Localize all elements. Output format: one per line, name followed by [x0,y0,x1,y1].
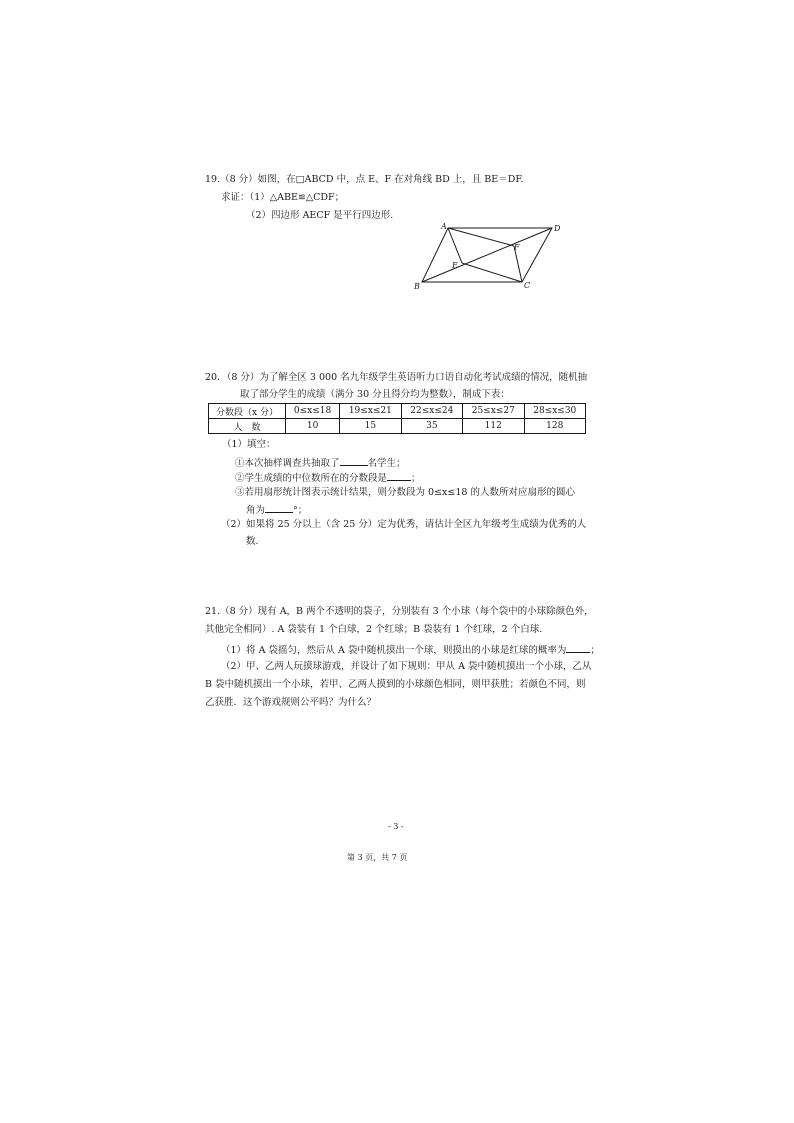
q21-line2: 其他完全相同）. A 袋装有 1 个白球，2 个红球；B 袋装有 1 个红球，2 个白球. [205,624,543,635]
segment-af [448,228,514,246]
q20-item3-line1: ③若用扇形统计图表示统计结果，则分数段为 0≤x≤18 的人数所对应扇形的圆心 [235,487,575,498]
label-e: E [452,261,458,270]
q20-fill-title: （1）填空： [222,439,276,450]
table-cell: 35 [401,419,462,434]
table-header-cell: 0≤x≤18 [286,404,340,419]
q21-part2-line1: （2）甲、乙两人玩摸球游戏，并设计了如下规则：甲从 A 袋中随机摸出一个小球，乙从 [221,661,592,672]
diagonal-bd [422,228,552,282]
table-cell: 人 数 [209,419,286,434]
q20-item1-pre: ①本次抽样调查共抽取了 [235,458,340,469]
table-cell: 10 [286,419,340,434]
score-table [208,403,586,434]
table-header-row [209,404,586,419]
table-cell: 112 [463,419,524,434]
table-header-cell: 22≤x≤24 [401,404,462,419]
answer-blank-1[interactable] [340,455,368,466]
q20-part2-line2: 数. [246,536,259,547]
q20-item3-line2 [246,502,307,517]
q21-part2-line3: 乙获胜．这个游戏规则公平吗？为什么？ [205,697,377,708]
label-c: C [524,281,531,290]
q20-item1-post: 名学生； [367,458,406,469]
q21-part2-line2: B 袋中随机摸出一个小球，若甲、乙两人摸到的小球颜色相同，则甲获胜；若颜色不同，则 [205,679,586,690]
label-b: B [414,282,420,291]
q21-part1-pre: （1）将 A 袋摇匀，然后从 A 袋中随机摸出一个球，则摸出的小球是红球的概率为 [221,645,567,656]
q20-item1 [235,455,406,470]
q19-stem: 19.（8 分）如图，在□ABCD 中，点 E、F 在对角线 BD 上，且 BE＝DF. [205,174,524,185]
q20-item2-pre: ②学生成绩的中位数所在的分数段是 [235,473,388,484]
table-row [209,419,586,434]
answer-blank-3[interactable] [265,502,293,513]
q21-part1-post: ； [590,645,600,656]
table-cell: 15 [340,419,401,434]
q20-item3-post: °； [293,505,308,516]
q19-proof-2: （2）四边形 AECF 是平行四边形. [246,210,394,221]
page-of-total: 第 3 页，共 7 页 [347,853,408,862]
table-header-cell: 25≤x≤27 [463,404,524,419]
q20-item2 [235,470,421,485]
table-header-cell: 分数段（x 分） [209,404,286,419]
segment-ae [448,228,462,263]
table-cell: 128 [524,419,586,434]
q19-proof-1: 求证：（1）△ABE≌△CDF； [221,192,345,203]
label-a: A [441,222,447,231]
q21-line1: 21.（8 分）现有 A，B 两个不透明的袋子，分别装有 3 个小球（每个袋中的小球除颜色外， [205,606,594,617]
table-header-cell: 28≤x≤30 [524,404,586,419]
figure-lines [422,228,552,282]
q20-part2-line1: （2）如果将 25 分以上（含 25 分）定为优秀，请估计全区九年级考生成绩为优秀的人 [221,519,587,530]
label-d: D [554,224,561,233]
q20-item2-post: ； [411,473,421,484]
segment-ec [462,263,522,282]
q20-item3-pre: 角为 [246,505,266,516]
label-f: F [514,243,520,252]
q21-part1 [221,642,600,657]
page-number: - 3 - [388,822,404,831]
q20-stem-line1: 20．（8 分）为了解全区 3 000 名九年级学生英语听力口语自动化考试成绩的情况，随机抽 [205,372,588,383]
answer-blank-4[interactable] [566,642,590,653]
q20-stem-line2: 取了部分学生的成绩（满分 30 分且得分均为整数），制成下表： [240,389,510,400]
answer-blank-2[interactable] [387,470,411,481]
table-header-cell: 19≤x≤21 [340,404,401,419]
parallelogram-figure [410,220,570,295]
